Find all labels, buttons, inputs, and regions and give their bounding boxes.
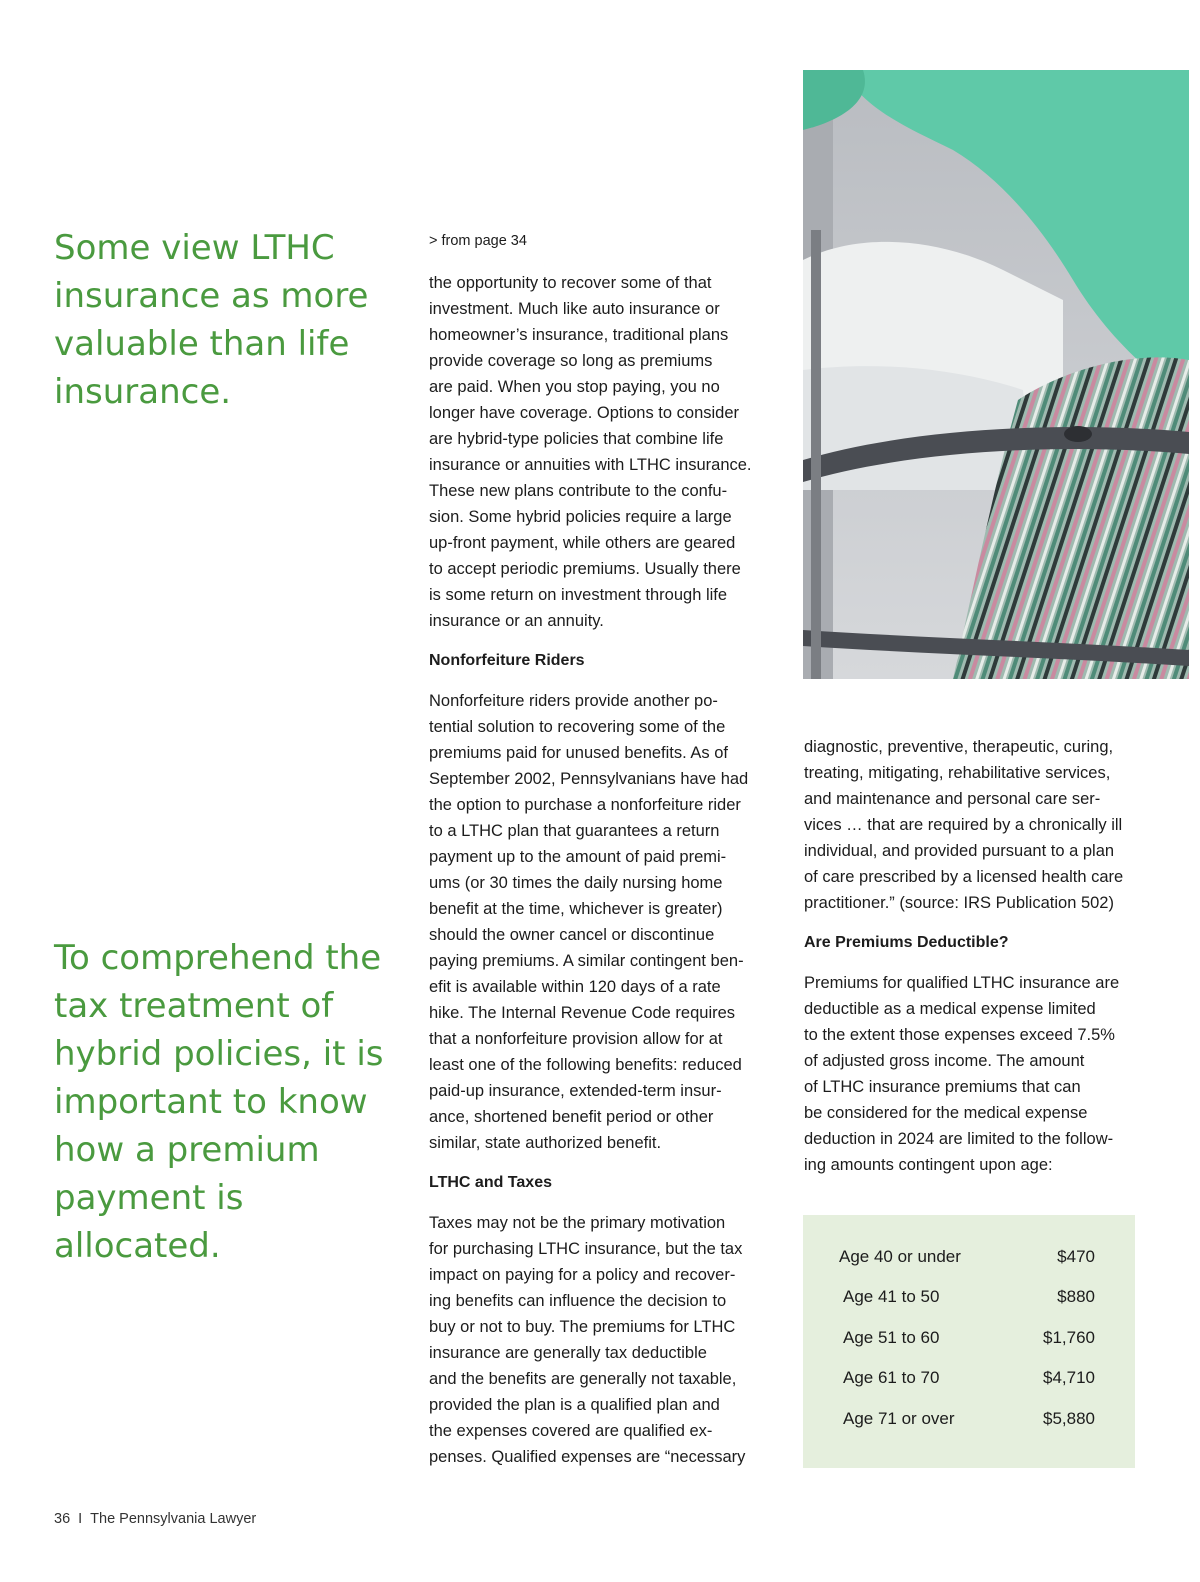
table-row — [843, 1406, 1095, 1432]
article-column-right — [804, 734, 1144, 1192]
intro-paragraph: the opportunity to recover some of that investment. Much like auto insurance or homeowner’s insurance, traditional plans provide coverage so long as premiums are paid. When you stop paying, you no longer have coverage. Options to consider are hybrid-type policies that combine life insurance or annuities with LTHC insurance. These new plans contribute to the confu- sion. Some hybrid policies require a large up-front payment, while others are geared to accept periodic premiums. Usually there is some return on investment through life insurance or an annuity. — [429, 274, 752, 630]
table-row — [843, 1325, 1095, 1351]
page-number: 36 — [54, 1511, 71, 1527]
age-range: Age 40 or under — [839, 1247, 961, 1266]
footer-separator: I — [78, 1511, 83, 1527]
taxes-paragraph: Taxes may not be the primary motivation for purchasing LTHC insurance, but the tax impact on paying for a policy and recover- ing benefits can influence the decision to buy or not to buy. The premiums for LTHC insurance are generally tax deductible and the benefits are generally not taxable, provided the plan is a qualified plan and the expenses covered are qualified ex- penses. Qualified expenses are “necessary — [429, 1214, 746, 1466]
heading-lthc-and-taxes: LTHC and Taxes — [429, 1174, 552, 1191]
nonforfeiture-paragraph: Nonforfeiture riders provide another po- tential solution to recovering some of the premiums paid for unused benefits. As of September 2002, Pennsylvanians have had the option to purchase a nonforfeiture rider to a LTHC plan that guarantees a return payment up to the amount of paid premi- ums (or 30 times the daily nursing home benefit at the time, whichever is greater) should the owner cancel or discontinue paying premiums. A similar contingent ben- efit is available within 120 days of a rate hike. The Internal Revenue Code requires that a nonforfeiture provision allow for at least one of the following benefits: reduced paid-up insurance, extended-term insur- ance, shortened benefit period or other similar, state authorized benefit. — [429, 692, 749, 1152]
continued-paragraph: diagnostic, preventive, therapeutic, curing, treating, mitigating, rehabilitative services, and maintenance and personal care ser- vices … that are required by a chronically ill individual, and provided pursuant to a plan of care prescribed by a licensed health care practitioner.” (source: IRS Publication 502) — [804, 738, 1124, 912]
jump-line: > from page 34 — [429, 233, 527, 249]
article-column-middle — [429, 228, 769, 1484]
table-row — [843, 1284, 1095, 1310]
age-range: Age 61 to 70 — [843, 1368, 940, 1387]
photo-person-with-walker — [803, 70, 1189, 679]
table-row — [839, 1244, 1095, 1270]
premiums-paragraph: Premiums for qualified LTHC insurance are deductible as a medical expense limited to the extent those expenses exceed 7.5% of adjusted gross income. The amount of LTHC insurance premiums that can be considered for the medical expense deduction in 2024 are limited to the follow- ing amounts contingent upon age: — [804, 974, 1120, 1174]
age-range: Age 41 to 50 — [843, 1287, 940, 1306]
heading-are-premiums-deductible: Are Premiums Deductible? — [804, 934, 1009, 951]
deduction-amount: $880 — [1057, 1287, 1095, 1306]
age-range: Age 71 or over — [843, 1409, 955, 1428]
deduction-amount: $4,710 — [1043, 1368, 1095, 1387]
page-footer — [54, 1511, 256, 1527]
deduction-amount: $470 — [1057, 1247, 1095, 1266]
pull-quote-1: Some view LTHC insurance as more valuable than life insurance. — [54, 228, 369, 412]
age-range: Age 51 to 60 — [843, 1328, 940, 1347]
table-row — [843, 1365, 1095, 1391]
pull-quote-2: To comprehend the tax treatment of hybrid policies, it is important to know how a premium payment is allocated. — [54, 938, 384, 1266]
deduction-amount: $5,880 — [1043, 1409, 1095, 1428]
heading-nonforfeiture-riders: Nonforfeiture Riders — [429, 652, 585, 669]
deduction-amount: $1,760 — [1043, 1328, 1095, 1347]
publication-name: The Pennsylvania Lawyer — [90, 1511, 257, 1527]
premium-deduction-table — [803, 1215, 1135, 1468]
